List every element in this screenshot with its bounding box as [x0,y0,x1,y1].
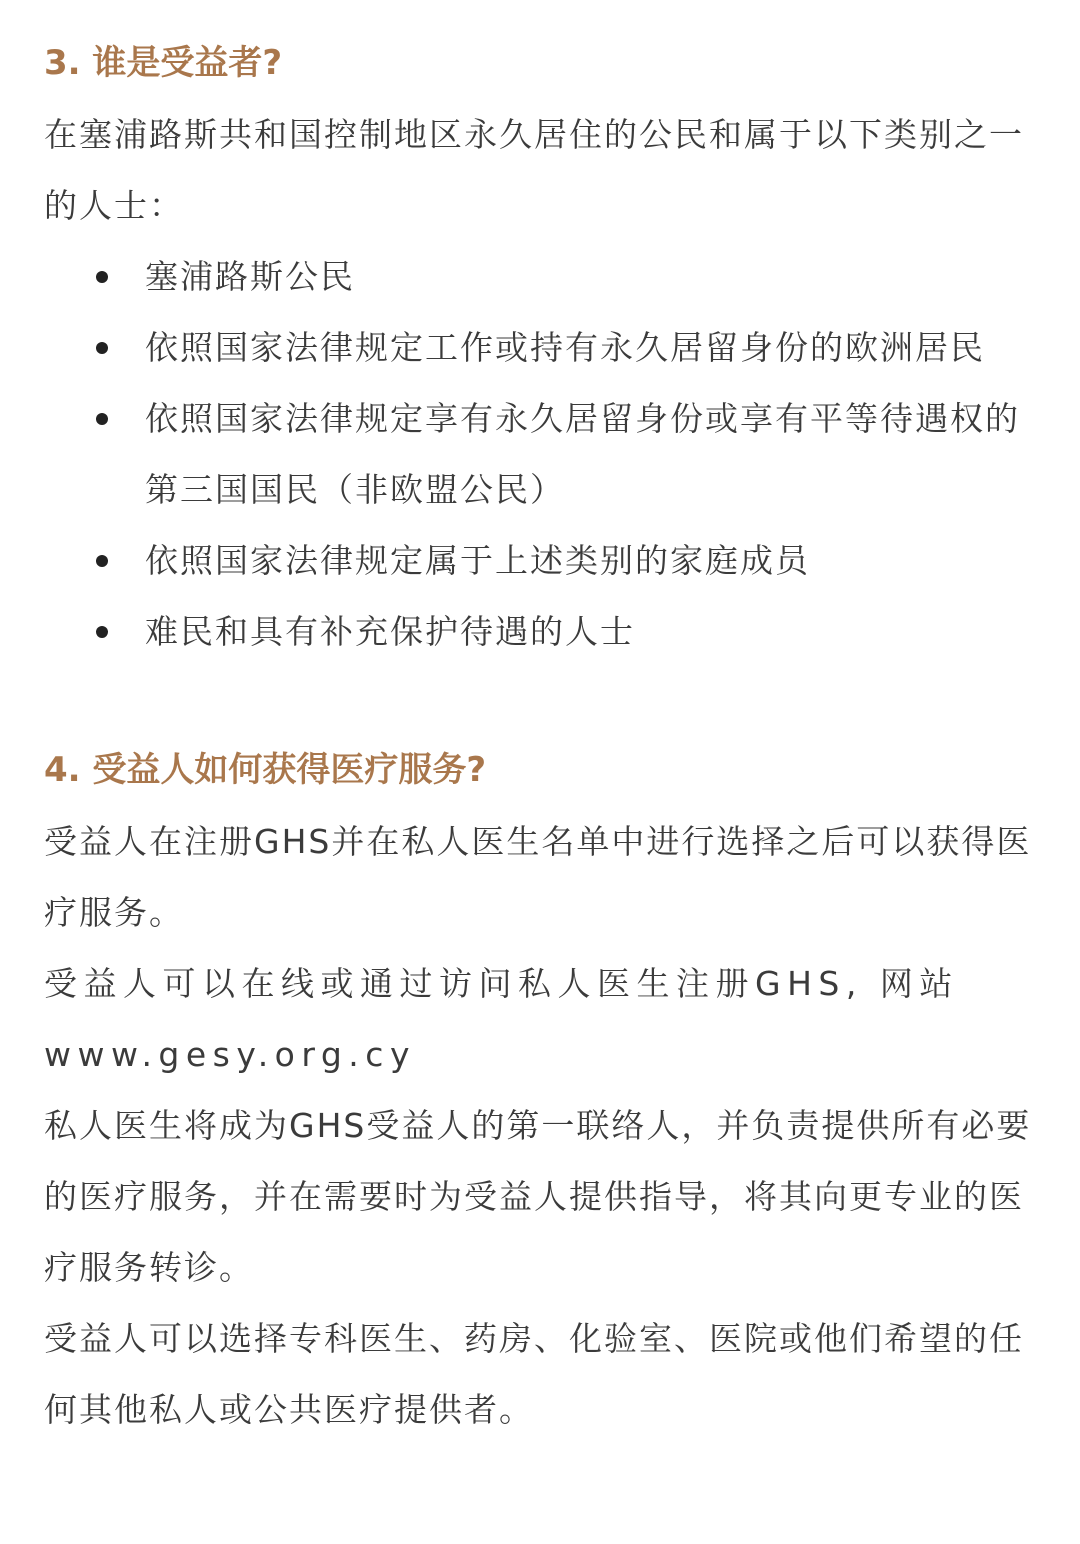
bullet-icon [96,271,108,283]
section-4-paragraph-registration: 受益人在注册GHS并在私人医生名单中进行选择之后可以获得医疗服务。 [44,822,1032,932]
list-item [44,525,1034,596]
bullet-icon [96,626,108,638]
list-item [44,596,1034,667]
list-item [44,241,1034,312]
bullet-icon [96,413,108,425]
list-item-text: 难民和具有补充保护待遇的人士 [145,612,635,651]
list-item [44,383,1034,525]
list-item-text: 依照国家法律规定属于上述类别的家庭成员 [145,541,810,580]
bullet-icon [96,555,108,567]
list-item [44,312,1034,383]
section-4-title: 4. 受益人如何获得医疗服务? [44,750,487,790]
section-4-paragraph-website: 受益人可以在线或通过访问私人医生注册GHS, 网站www.gesy.org.cy [44,964,959,1074]
section-3-title: 3. 谁是受益者? [44,43,283,83]
section-4-paragraph-private-doctor: 私人医生将成为GHS受益人的第一联络人，并负责提供所有必要的医疗服务，并在需要时为受益人提供指导，将其向更专业的医疗服务转诊。 [44,1106,1032,1287]
beneficiary-list [44,241,1034,667]
list-item-text: 依照国家法律规定工作或持有永久居留身份的欧洲居民 [145,328,985,367]
bullet-icon [96,342,108,354]
list-item-text: 塞浦路斯公民 [145,257,355,296]
section-3-intro: 在塞浦路斯共和国控制地区永久居住的公民和属于以下类别之一的人士： [44,115,1024,225]
section-4-paragraph-providers: 受益人可以选择专科医生、药房、化验室、医院或他们希望的任何其他私人或公共医疗提供者。 [44,1319,1024,1429]
list-item-text: 依照国家法律规定享有永久居留身份或享有平等待遇权的第三国国民（非欧盟公民） [145,399,1020,509]
